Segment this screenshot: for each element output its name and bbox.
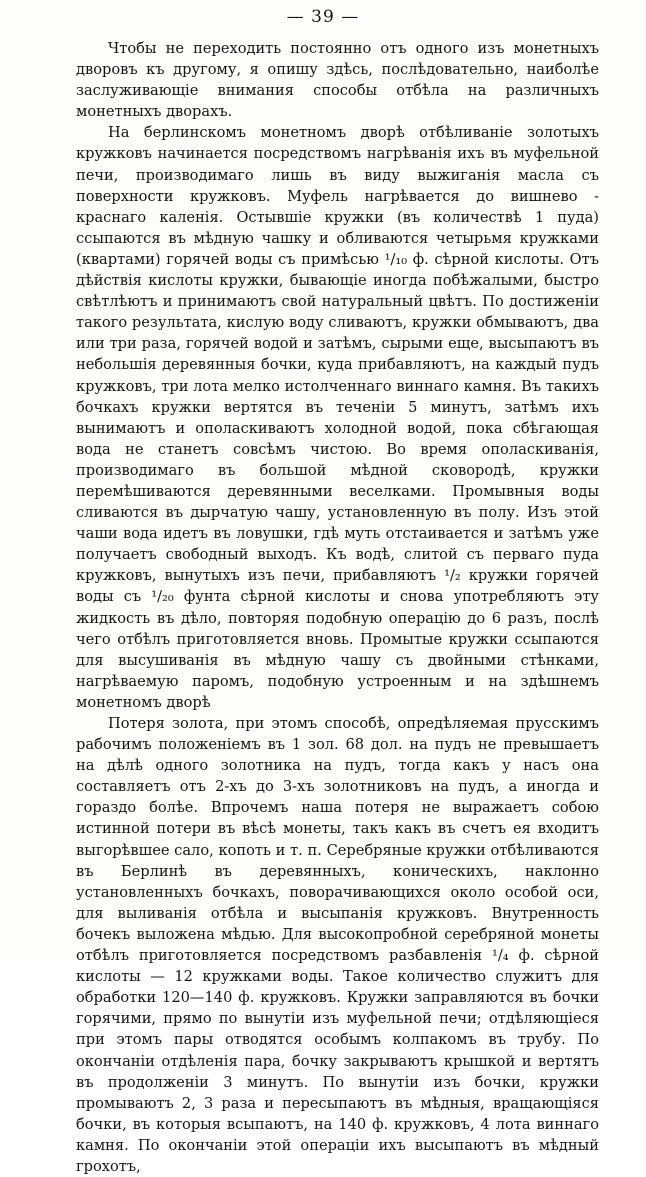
paragraph-intro: Чтобы не переходить постоянно отъ одного изъ монетныхъ дворовъ къ другому, я опишу здѣсь, послѣдовательно, наиболѣе заслуживающіе внимания способы отбѣла на различныхъ монетныхъ дворахъ. xyxy=(76,40,599,121)
paragraph-berlin-gold: На берлинскомъ монетномъ дворѣ отбѣливаніе золотыхъ кружковъ начинается посредствомъ нагрѣванія ихъ въ муфельной печи, производимаго лишь въ виду выжиганія масла съ поверхности кружковъ. Муфель нагрѣвается до вишнево - краснаго каленія. Остывшіе кружки (въ количествѣ 1 пуда) ссыпаются въ мѣдную чашку и обливаются четырьмя кружками (квартами) горячей воды съ примѣсью ¹/₁₀ ф. сѣрной кислоты. Отъ дѣйствія кислоты кружки, бывающіе иногда побѣжалыми, быстро свѣтлѣютъ и принимаютъ свой натуральный цвѣтъ. По достиженіи такого результата, кислую воду сливаютъ, кружки обмываютъ, два или три раза, горячей водой и затѣмъ, сырыми еще, высыпаютъ въ небольшія деревянныя бочки, куда прибавляютъ, на каждый пудъ кружковъ, три лота мелко истолченнаго виннаго камня. Въ такихъ бочкахъ кружки вертятся въ теченіи 5 минутъ, затѣмъ ихъ вынимаютъ и ополаскиваютъ холодной водой, пока сбѣгающая вода не станетъ совсѣмъ чистою. Во время ополаскиванія, производимаго въ большой мѣдной сковородѣ, кружки перемѣшиваются деревянными веселками. Промывныя воды сливаются въ дырчатую чашу, установленную въ полу. Изъ этой чаши вода идетъ въ ловушки, гдѣ муть отстаивается и затѣмъ уже получаетъ свободный выходъ. Къ водѣ, слитой съ перваго пуда кружковъ, вынутыхъ изъ печи, прибавляютъ ¹/₂ кружки горячей воды съ ¹/₂₀ фунта сѣрной кислоты и снова употребляютъ эту жидкость въ дѣло, повторяя подобную операцію до 6 разъ, послѣ чего отбѣлъ приготовляется вновь. Промытые кружки ссыпаются для высушиванія въ мѣдную чашу съ двойными стѣнками, нагрѣваемую паромъ, подобную устроенным и на здѣшнемъ монетномъ дворѣ xyxy=(76,124,599,711)
body-text xyxy=(76,38,599,1177)
page-number: — 39 — xyxy=(286,7,360,27)
paragraph-gold-loss-silver: Потеря золота, при этомъ способѣ, опредѣляемая прусскимъ рабочимъ положеніемъ въ 1 зол. 68 дол. на пудъ не превышаетъ на дѣлѣ одного золотника на пудъ, тогда какъ у насъ она составляетъ отъ 2-хъ до 3-хъ золотниковъ на пудъ, а иногда и гораздо болѣе. Впрочемъ наша потеря не выражаетъ собою истинной потери въ вѣсѣ монеты, такъ какъ въ счетъ ея входитъ выгорѣвшее сало, копоть и т. п. Серебряные кружки отбѣливаются въ Берлинѣ въ деревянныхъ, коническихъ, наклонно установленныхъ бочкахъ, поворачивающихся около особой оси, для выливанія отбѣла и высыпанія кружковъ. Внутренность бочекъ выложена мѣдью. Для высокопробной серебряной монеты отбѣлъ приготовляется посредствомъ разбавленія ¹/₄ ф. сѣрной кислоты — 12 кружками воды. Такое количество служитъ для обработки 120—140 ф. кружковъ. Кружки заправляются въ бочки горячими, прямо по вынутіи изъ муфельной печи; отдѣляющіеся при этомъ пары отводятся особымъ колпакомъ въ трубу. По окончаніи отдѣленія пара, бочку закрываютъ крышкой и вертятъ въ продолженіи 3 минутъ. По вынутіи изъ бочки, кружки промываютъ 2, 3 раза и пересыпаютъ въ мѣдныя, вращающіяся бочки, въ которыя всыпаютъ, на 140 ф. кружковъ, 4 лота виннаго камня. По окончаніи этой операціи ихъ высыпаютъ въ мѣдный грохотъ, xyxy=(76,715,599,1175)
